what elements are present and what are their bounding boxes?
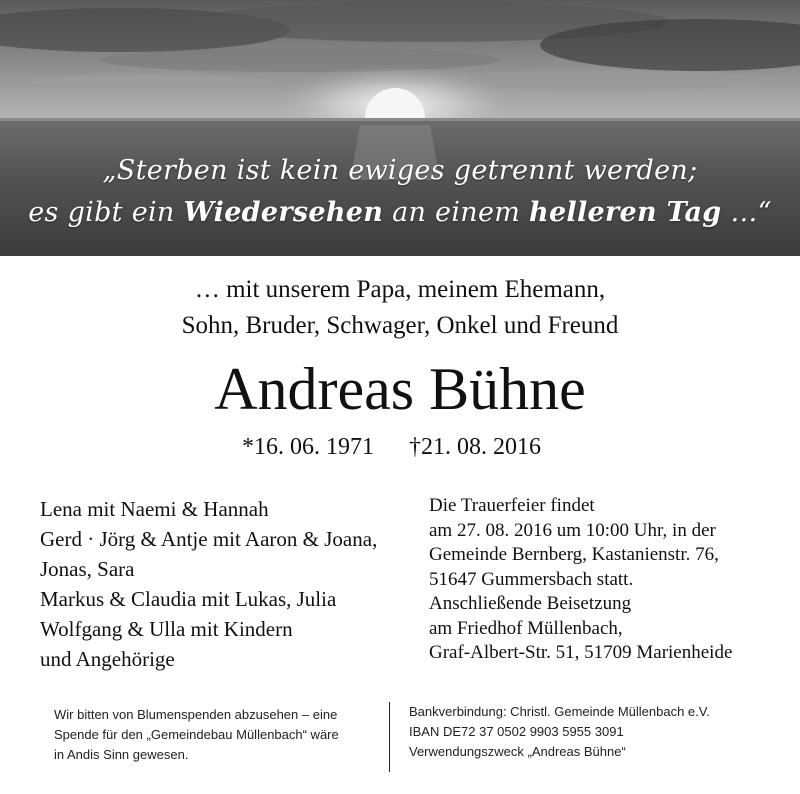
- family-line: Wolfgang & Ulla mit Kindern: [40, 617, 293, 641]
- service-line: am 27. 08. 2016 um 10:00 Uhr, in der: [429, 519, 716, 541]
- quote-text: es gibt ein: [28, 197, 184, 228]
- birth-date: *16. 06. 1971: [242, 434, 374, 460]
- service-line: Gemeinde Bernberg, Kastanienstr. 76,: [429, 544, 719, 565]
- bank-line: Bankverbindung: Christl. Gemeinde Müllenbach e.V.: [409, 704, 710, 719]
- quote-line-1: „Sterben ist kein ewiges getrennt werden;: [102, 155, 698, 186]
- donation-note-line: in Andis Sinn gewesen.: [54, 747, 189, 762]
- quote-line-2: [0, 197, 800, 228]
- funeral-service-info: [429, 494, 732, 666]
- quote-text: an einem: [383, 197, 530, 228]
- quote-emphasis: Wiedersehen: [183, 197, 384, 228]
- deceased-name: Andreas Bühne: [214, 356, 586, 422]
- family-list: [40, 494, 377, 674]
- donation-note-line: Spende für den „Gemeindebau Müllenbach“ wäre: [54, 727, 339, 742]
- death-date: †21. 08. 2016: [409, 434, 541, 460]
- service-line: am Friedhof Müllenbach,: [429, 617, 623, 639]
- intro-line-1: … mit unserem Papa, meinem Ehemann,: [194, 276, 606, 303]
- service-line: 51647 Gummersbach statt.: [429, 568, 634, 590]
- bank-line: Verwendungszweck „Andreas Bühne“: [409, 744, 626, 759]
- family-line: Jonas, Sara: [40, 557, 135, 581]
- service-line: Anschließende Beisetzung: [429, 593, 632, 614]
- family-line: Lena mit Naemi & Hannah: [40, 497, 269, 521]
- family-line: Markus & Claudia mit Lukas, Julia: [40, 587, 337, 611]
- service-line: Die Trauerfeier findet: [429, 495, 595, 516]
- quote-text: …“: [721, 197, 772, 228]
- vertical-divider: [389, 702, 390, 772]
- family-line: Gerd · Jörg & Antje mit Aaron & Joana,: [40, 527, 378, 551]
- intro-line-2: Sohn, Bruder, Schwager, Onkel und Freund: [181, 312, 619, 339]
- bank-details: [409, 702, 710, 762]
- quote-emphasis: helleren Tag: [529, 197, 722, 228]
- family-line: und Angehörige: [40, 647, 175, 671]
- donation-note: [54, 705, 339, 765]
- bank-line: IBAN DE72 37 0502 9903 5955 3091: [409, 724, 624, 739]
- service-line: Graf-Albert-Str. 51, 51709 Marienheide: [429, 642, 733, 663]
- sunset-banner: [0, 0, 800, 256]
- donation-note-line: Wir bitten von Blumenspenden abzusehen – eine: [54, 707, 338, 722]
